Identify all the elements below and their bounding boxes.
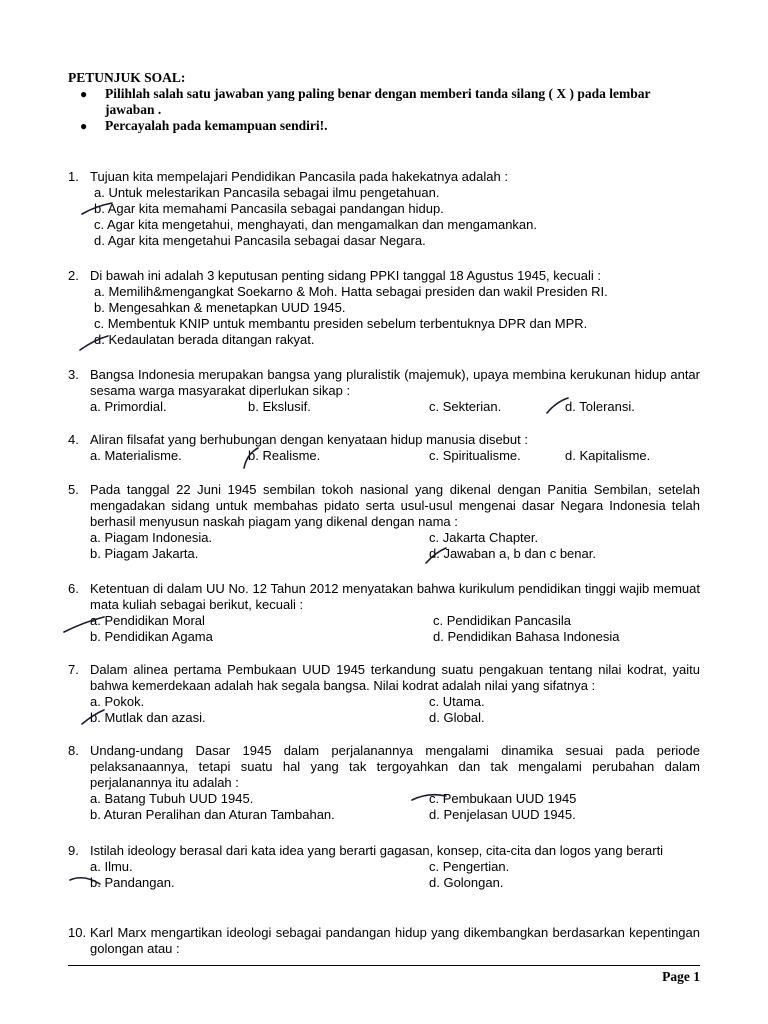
option-b[interactable]: b. Mutlak dan azasi. xyxy=(90,710,206,725)
option-d[interactable]: d. Global. xyxy=(429,710,485,725)
option-b[interactable]: b. Realisme. xyxy=(248,448,321,463)
option-b[interactable]: b. Agar kita memahami Pancasila sebagai pandangan hidup. xyxy=(94,201,444,216)
instruction-item: ● Pilihlah salah satu jawaban yang paling benar dengan memberi tanda silang ( X ) pada lembar jawaban . xyxy=(80,86,651,117)
question-10: 10. Karl Marx mengartikan ideologi sebagai pandangan hidup yang dikembangkan berdasarkan kepentingan golongan atau : xyxy=(68,925,700,956)
option-c[interactable]: c. Pembukaan UUD 1945 xyxy=(429,791,577,806)
option-a[interactable]: a. Memilih&mengangkat Soekarno & Moh. Hatta sebagai presiden dan wakil Presiden RI. xyxy=(94,284,608,299)
option-a[interactable]: a. Piagam Indonesia. xyxy=(90,530,213,545)
option-b[interactable]: b. Pandangan. xyxy=(90,875,175,890)
option-grid xyxy=(90,530,700,562)
option-c[interactable]: c. Pendidikan Pancasila xyxy=(433,613,572,628)
option-c[interactable]: c. Jakarta Chapter. xyxy=(429,530,539,545)
question-2: 2. Di bawah ini adalah 3 keputusan penting sidang PPKI tanggal 18 Agustus 1945, kecuali : a. Memilih&mengangkat Soekarno & Moh. Hatta sebagai presiden dan wakil Presiden RI. b. Mengesahkan & menetapkan UUD 1945. c. Membentuk KNIP untuk membantu presiden sebelum terbentuknya DPR dan MPR. d. Kedaulatan berada ditangan rakyat. xyxy=(68,268,700,348)
question-9: 9. Istilah ideology berasal dari kata idea yang berarti gagasan, konsep, cita-cita dan logos yang berarti a. Ilmu. c. Pengertian. b. Pandangan. d. Golongan. xyxy=(68,843,700,891)
option-d[interactable]: d. Agar kita mengetahui Pancasila sebagai dasar Negara. xyxy=(94,233,426,248)
footer-divider xyxy=(68,965,700,966)
option-row xyxy=(90,448,700,464)
option-d[interactable]: d. Kapitalisme. xyxy=(565,448,651,463)
option-b[interactable]: b. Aturan Peralihan dan Aturan Tambahan. xyxy=(90,807,335,822)
option-a[interactable]: a. Materialisme. xyxy=(90,448,182,463)
option-d[interactable]: d. Pendidikan Bahasa Indonesia xyxy=(433,629,620,644)
option-a[interactable]: a. Untuk melestarikan Pancasila sebagai ilmu pengetahuan. xyxy=(94,185,440,200)
option-row xyxy=(90,399,700,415)
bullet-icon: ● xyxy=(80,119,88,133)
option-d[interactable]: d. Golongan. xyxy=(429,875,504,890)
option-b[interactable]: b. Pendidikan Agama xyxy=(90,629,213,644)
option-a[interactable]: a. Primordial. xyxy=(90,399,167,414)
option-d[interactable]: d. Kedaulatan berada ditangan rakyat. xyxy=(94,332,315,347)
page-number: Page 1 xyxy=(662,969,700,984)
option-b[interactable]: b. Ekslusif. xyxy=(248,399,311,414)
option-list xyxy=(90,185,700,249)
question-4: 4. Aliran filsafat yang berhubungan dengan kenyataan hidup manusia disebut : a. Materialisme. b. Realisme. c. Spiritualisme. d. Kapitalisme. xyxy=(68,432,700,464)
instructions-title: PETUNJUK SOAL: xyxy=(68,70,186,85)
question-3: 3. Bangsa Indonesia merupakan bangsa yang pluralistik (majemuk), upaya membina kerukunan hidup antar sesama warga masyarakat diperlukan sikap : a. Primordial. b. Ekslusif. c. Sekterian. d. Toleransi. xyxy=(68,367,700,414)
option-c[interactable]: c. Utama. xyxy=(429,694,485,709)
option-grid xyxy=(90,859,700,891)
option-grid xyxy=(90,791,700,823)
option-a[interactable]: a. Pokok. xyxy=(90,694,145,709)
option-list xyxy=(90,284,700,348)
option-c[interactable]: c. Spiritualisme. xyxy=(429,448,521,463)
instructions-list xyxy=(68,86,688,134)
option-b[interactable]: b. Mengesahkan & menetapkan UUD 1945. xyxy=(94,300,346,315)
question-5: 5. Pada tanggal 22 Juni 1945 sembilan tokoh nasional yang dikenal dengan Panitia Sembilan, setelah mengadakan sidang untuk membahas pidato serta usul-usul mengenai dasar Negara Indonesia telah berhasil menyusun naskah piagam yang dikenal dengan nama : a. Piagam Indonesia. c. Jakarta Chapter. b. Piagam Jakarta. d. Jawaban a, b dan c benar. xyxy=(68,482,700,561)
bullet-icon: ● xyxy=(80,87,88,101)
option-a[interactable]: a. Ilmu. xyxy=(90,859,133,874)
option-c[interactable]: c. Sekterian. xyxy=(429,399,502,414)
question-7: 7. Dalam alinea pertama Pembukaan UUD 1945 terkandung suatu pengakuan tentang nilai kodrat, yaitu bahwa kemerdekaan adalah hak segala bangsa. Nilai kodrat adalah nilai yang sifatnya : a. Pokok. c. Utama. b. Mutlak dan azasi. d. Global. xyxy=(68,662,700,725)
question-6: 6. Ketentuan di dalam UU No. 12 Tahun 2012 menyatakan bahwa kurikulum pendidikan tinggi wajib memuat mata kuliah sebagai berikut, kecuali : a. Pendidikan Moral c. Pendidikan Pancasila b. Pendidikan Agama d. Pendidikan Bahasa Indonesia xyxy=(68,581,700,644)
option-b[interactable]: b. Piagam Jakarta. xyxy=(90,546,199,561)
option-d[interactable]: d. Jawaban a, b dan c benar. xyxy=(429,546,596,561)
option-c[interactable]: c. Membentuk KNIP untuk membantu presiden sebelum terbentuknya DPR dan MPR. xyxy=(94,316,588,331)
question-1: 1. Tujuan kita mempelajari Pendidikan Pancasila pada hakekatnya adalah : a. Untuk melestarikan Pancasila sebagai ilmu pengetahuan. b. Agar kita memahami Pancasila sebagai pandangan hidup. c. Agar kita mengetahui, menghayati, dan mengamalkan dan mengamankan. d. Agar kita mengetahui Pancasila sebagai dasar Negara. xyxy=(68,169,700,249)
option-d[interactable]: d. Toleransi. xyxy=(565,399,635,414)
option-grid xyxy=(90,613,700,645)
option-c[interactable]: c. Agar kita mengetahui, menghayati, dan mengamalkan dan mengamankan. xyxy=(94,217,537,232)
option-grid xyxy=(90,694,700,726)
option-d[interactable]: d. Penjelasan UUD 1945. xyxy=(429,807,576,822)
instruction-item: ● Percayalah pada kemampuan sendiri!. xyxy=(80,118,328,133)
question-8: 8. Undang-undang Dasar 1945 dalam perjalanannya mengalami dinamika sesuai pada periode pelaksanaannya, tetapi suatu hal yang tak tergoyahkan dan tak mengalami perubahan dalam perjalanannya itu adalah : a. Batang Tubuh UUD 1945. c. Pembukaan UUD 1945 b. Aturan Peralihan dan Aturan Tambahan. d. Penjelasan UUD 1945. xyxy=(68,743,700,822)
option-c[interactable]: c. Pengertian. xyxy=(429,859,510,874)
option-a[interactable]: a. Batang Tubuh UUD 1945. xyxy=(90,791,254,806)
option-a[interactable]: a. Pendidikan Moral xyxy=(90,613,205,628)
